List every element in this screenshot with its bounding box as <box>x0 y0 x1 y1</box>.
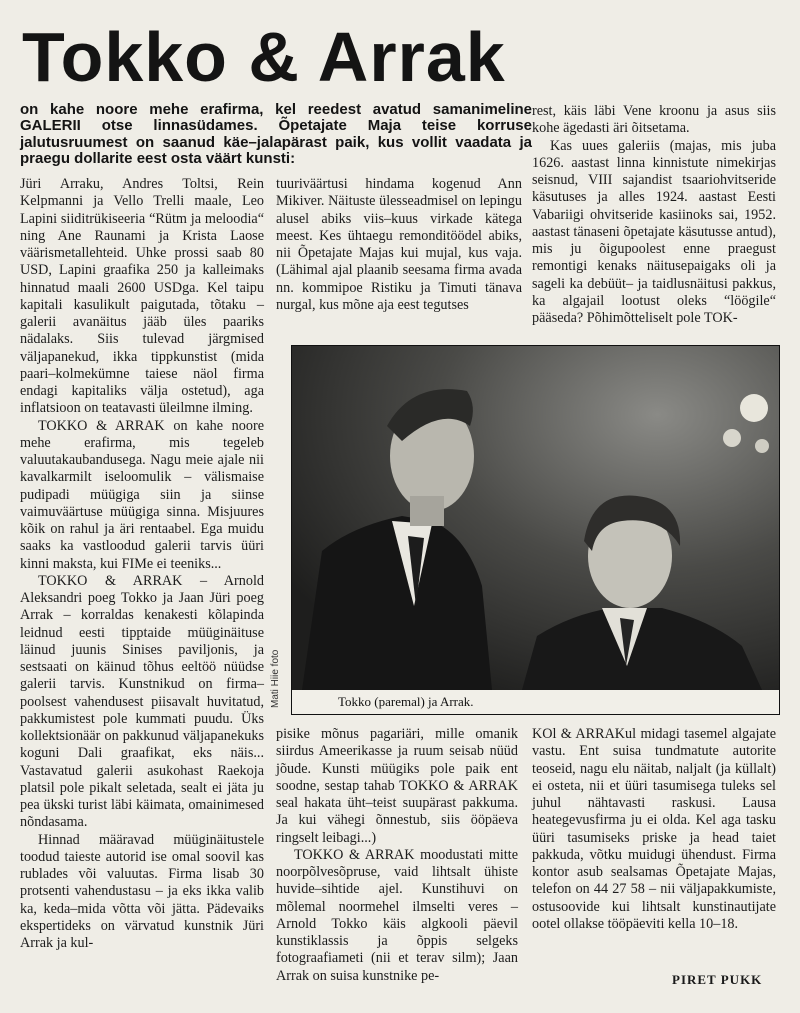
paragraph: rest, käis läbi Vene kroonu ja asus siis kohe ägedasti äri õitsetama. <box>532 103 776 137</box>
paragraph: TOKKO & ARRAK – Arnold Aleksandri poeg Tokko ja Jaan Jüri poeg Arrak – korraldas kenakesti kõlapinda leidnud eesti tipptaide müüginäituse läinud juunis Sinises paviljonis, ja sestsaati on käinud tõhus eeltöö nüüdse galerii tarvis. Kunstnikud on firma–poolsest vahendusest piisavalt huvitatud, pakkumistest pole kummati puudu. Üks kollektsionäär on pakkunud väljapanekuks koguni Dali graafikat, eks näis... Vastavatud galerii asukohast Raekoja platsil pole pikalt seletada, sealt ei jäta ju pea ükski turist läbi käimata, omainimesed nõndasama. <box>20 572 264 831</box>
author-byline: PIRET PUKK <box>672 972 763 987</box>
photo-credit <box>267 620 285 710</box>
paragraph: Jüri Arraku, Andres Toltsi, Rein Kelpmanni ja Vello Trelli maale, Leo Lapini siiditrükiseeria “Rütm ja meloodia“ ning Ane Raunami ja Krista Laose väärismetallehteid. Uhke prossi saab 80 USD, Lapini graafika 250 ja kalleimaks hinnatud maali 2600 USDga. Kel taipu kapitali kasulikult paigutada, tõtaku – galerii avanäitus jääb üles paariks nädalaks. Siis tulevad järgmised väljapanekud, ikka tippkunstist (mida paari–kolmekümne taiese näol firma endagi kapitaliks välja ostetud), aga inflatsioon on teatavasti üleilmne ilming. <box>20 176 264 417</box>
paragraph: pisike mõnus pagariäri, mille omanik siirdus Ameerikasse ja ruum seisab nüüd jõude. Kunsti müügiks pole paik ent soodne, sestap tahab TOKKO & ARRAK seal hakata üht–teist suupärast pakkuma. Ja kui vähegi õnnestub, siis ööpäeva ringselt leibagi...) <box>276 726 518 846</box>
news-photo <box>291 345 780 715</box>
photo-credit-text: Mati Hiie foto <box>270 649 281 708</box>
lead-paragraph: on kahe noore mehe erafirma, kel reedest avatud samanimeline GALERII otse linnasüdames. Õpetajate Maja teise korruse jalutusruumest on saanud käe–jalapärast paik, kus vollit vaadata ja praegu dollarite eest osta väärt kunsti: <box>20 101 532 168</box>
paragraph: KOl & ARRAKul midagi tasemel algajate vastu. Ent suisa tundmatute autorite teoseid, nagu elu näitab, naljalt (ja küllalt) ei osteta, nii et üüri tasumisega tuleks sel juhul nähtavasti raskusi. Lausa heategevusfirma ju ei olda. Kel aga tasku üüri tasumiseks priske ja head taiet pakkuda, võtku muidugi ühendust. Firma kontor asub sealsamas Õpetajate Majas, telefon on 44 27 58 – nii väljapakkumiste, ostusoovide kui lihtsalt kunstinautijate ootel ollakse tööpäeviti kella 10–18. <box>532 726 776 932</box>
column-2-lower <box>276 726 518 985</box>
paragraph: TOKKO & ARRAK moodustati mitte noorpõlvesõpruse, vaid lihtsalt ühiste huvide–sihtide ajel. Kunstihuvi on mõlemal noormehel ilmselti veres – Arnold Tokko käis algkooli päevil kunstiklassis ja õppis selgeks fotograafiameti (nii et terav silm); Jaan Arrak on suisa kunstnike pe- <box>276 846 518 984</box>
column-2 <box>276 176 522 314</box>
paragraph: Hinnad määravad müüginäitustele toodud taieste autorid ise omal soovil kas rublades või valuutas. Firma lisab 30 protsenti vahendustasu – ja eks ikka valib ka, keda–mida võtta või jätta. Pädevaiks ekspertideks on värvatud kunstnik Jüri Arrak ja kul- <box>20 831 264 951</box>
paragraph: TOKKO & ARRAK on kahe noore mehe erafirma, mis tegeleb valuutakaubandusega. Nagu meie ajale nii kavalkarmilt iseloomulik – välismaise pudipadi müügiga siin ja siinse vaimuväärtuse müügiga sinna. Misjuures kõik on rahul ja äri rentaabel. Ega muidu saaks ka vastloodud galerii tarvis üüri kinni maksta, kui FIMe ei teeniks... <box>20 417 264 572</box>
headline: Tokko & Arrak <box>22 18 506 96</box>
paragraph: tuuriväärtusi hindama kogenud Ann Mikiver. Näituste ülesseadmisel on lepingu alusel abiks viis–kuus virkade kätega meest. Kes ühtaegu remonditöödel abiks, nii Õpetajate Majas kui mujal, kus vaja. (Lähimal ajal plaanib seesama firma avada nn. kommipoe Ristiku ja Timuti tänava nurgal, kus mõne aja eest tegutses <box>276 176 522 313</box>
column-3-lower <box>532 726 776 933</box>
column-1 <box>20 176 264 952</box>
column-3 <box>532 103 776 327</box>
photo-caption: Tokko (paremal) ja Arrak. <box>292 690 779 714</box>
photo-image <box>292 346 779 690</box>
paragraph: Kas uues galeriis (majas, mis juba 1626. aastast linna kinnistute nimekirjas seisnud, VIII sajandist tsaariohvitseride käsutuses ja alles 1924. aastast Eesti Vabariigi ohvitseride kasiinoks sai, 1952. aastast tänaseni õpetajate käsutusse antud), mis ju õigupoolest enne praegust remontigi kenaks näitusepaigaks oli ja sageli ka debüüt– ja taidlusnäitusi pakkus, ka algajail lootust oleks “löögile“ pääseda? Põhimõtteliselt pole TOK- <box>532 137 776 326</box>
